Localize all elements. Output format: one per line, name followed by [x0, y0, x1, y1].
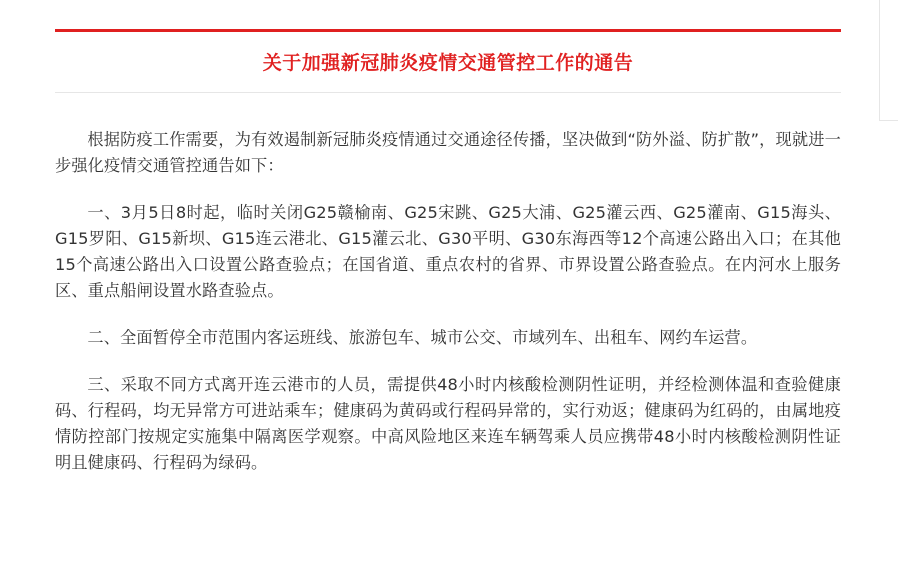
article-body — [55, 127, 841, 497]
title-divider — [55, 92, 841, 93]
item-2-paragraph: 二、全面暂停全市范围内客运班线、旅游包车、城市公交、市域列车、出租车、网约车运营。 — [87, 328, 758, 347]
side-panel — [879, 0, 898, 121]
page-title: 关于加强新冠肺炎疫情交通管控工作的通告 — [262, 52, 634, 74]
item-1-paragraph: 一、3月5日8时起，临时关闭G25赣榆南、G25宋跳、G25大浦、G25灌云西、G25灌南、G15海头、G15罗阳、G15新坝、G15连云港北、G15灌云北、G30平明、G30东海西等12个高速公路出入口；在其他15个高速公路出入口设置公路查验点；在国省道、重点农村的省界、市界设置公路查验点。在内河水上服务区、重点船闸设置水路查验点。 — [55, 203, 841, 300]
title-top-rule — [55, 29, 841, 32]
item-3-paragraph: 三、采取不同方式离开连云港市的人员，需提供48小时内核酸检测阴性证明，并经检测体温和查验健康码、行程码，均无异常方可进站乘车；健康码为黄码或行程码异常的，实行劝返；健康码为红码的，由属地疫情防控部门按规定实施集中隔离医学观察。中高风险地区来连车辆驾乘人员应携带48小时内核酸检测阴性证明且健康码、行程码为绿码。 — [55, 375, 841, 472]
intro-paragraph: 根据防疫工作需要，为有效遏制新冠肺炎疫情通过交通途径传播，坚决做到“防外溢、防扩散”，现就进一步强化疫情交通管控通告如下： — [55, 130, 841, 175]
